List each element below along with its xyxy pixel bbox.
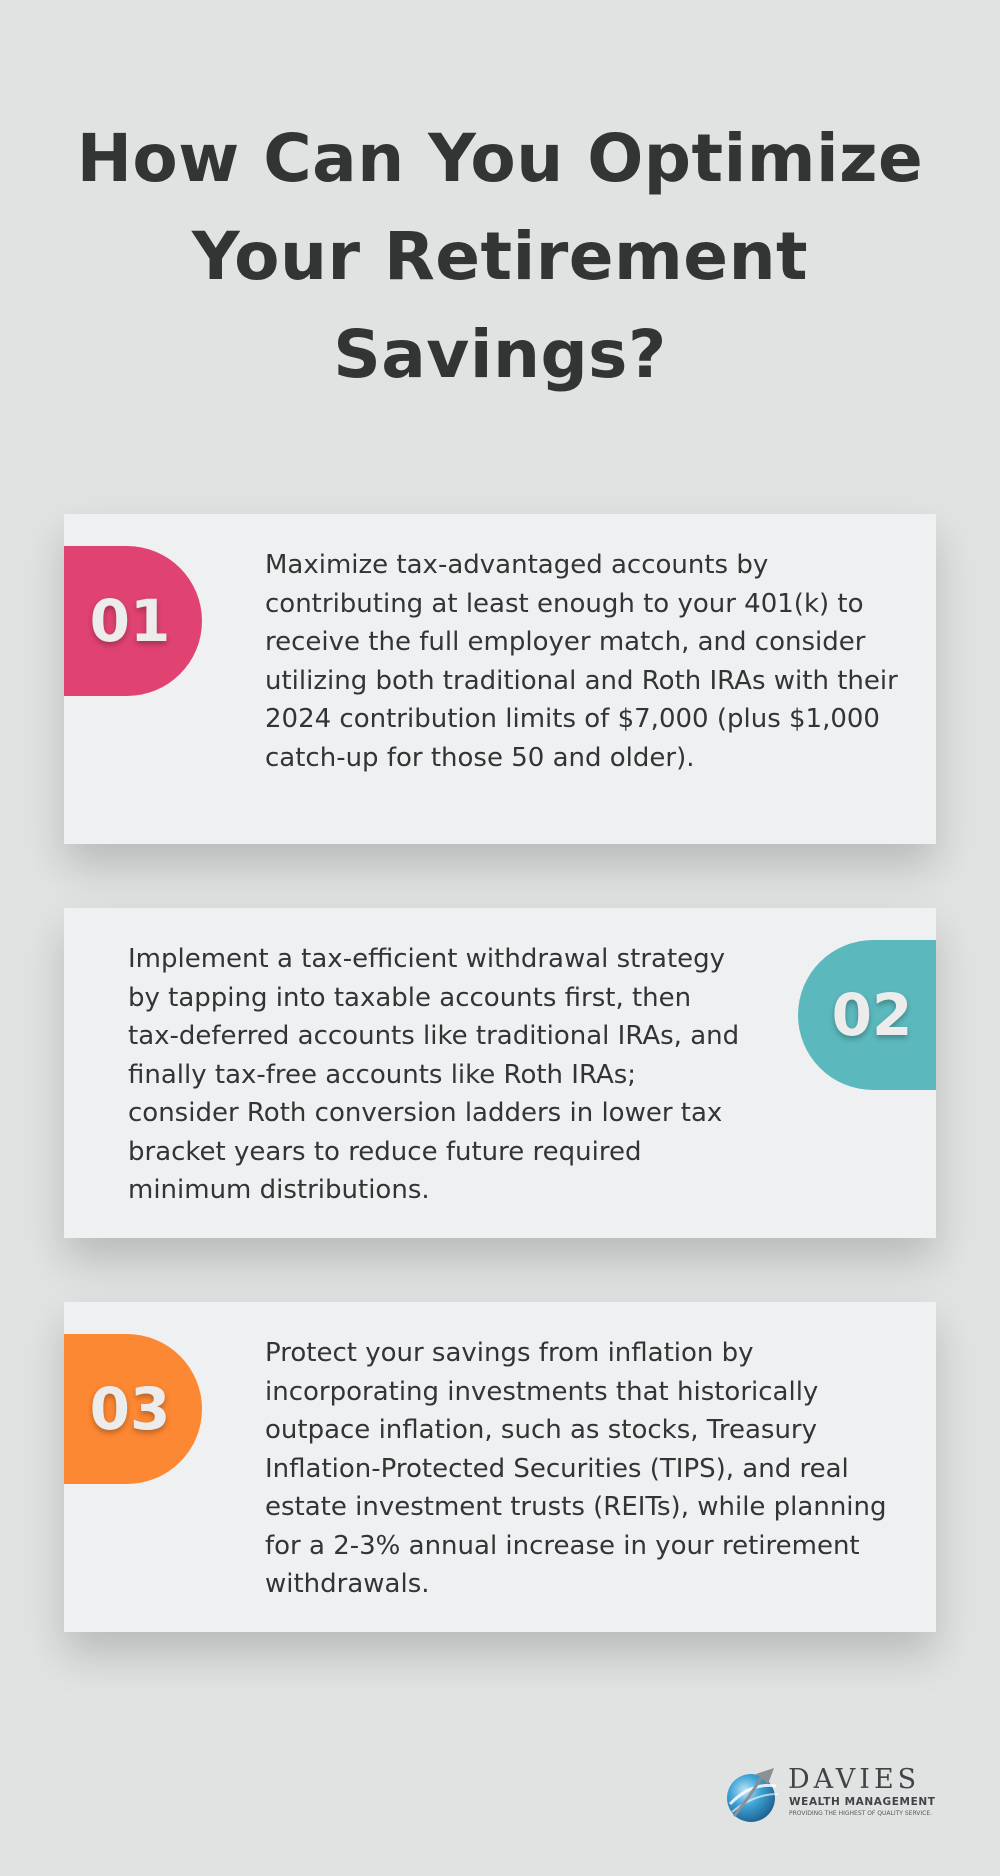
title-line-2: Your Retirement bbox=[191, 218, 809, 295]
step-card-3 bbox=[64, 1302, 936, 1632]
step-number-badge-1: 01 bbox=[64, 546, 202, 696]
step-text-1: Maximize tax-advantaged accounts by contributing at least enough to your 401(k) to receive the full employer match, and consider utilizing both traditional and Roth IRAs with their 2024 contribution limits of $7,000 (plus $1,000 catch-up for those 50 and older). bbox=[265, 550, 898, 773]
logo-name: DAVIES bbox=[788, 1764, 921, 1795]
step-number-badge-3: 03 bbox=[64, 1334, 202, 1484]
title-line-3: Savings? bbox=[333, 316, 667, 393]
step-text-2: Implement a tax-efficient withdrawal strategy by tapping into taxable accounts first, then tax-deferred accounts like traditional IRAs, and finally tax-free accounts like Roth IRAs; consider Roth conversion ladders in lower tax bracket years to reduce future required minimum distributions. bbox=[128, 944, 740, 1205]
logo-subtitle: WEALTH MANAGEMENT bbox=[789, 1796, 936, 1808]
step-text-3: Protect your savings from inflation by incorporating investments that historically outpace inflation, such as stocks, Treasury Inflation-Protected Securities (TIPS), and real estate investment trusts (REITs), while planning for a 2-3% annual increase in your retirement withdrawals. bbox=[265, 1338, 887, 1599]
title-line-1: How Can You Optimize bbox=[76, 120, 924, 197]
step-number-badge-2: 02 bbox=[798, 940, 936, 1090]
company-logo bbox=[722, 1764, 936, 1826]
globe-logo-icon bbox=[722, 1764, 784, 1826]
logo-tagline: PROVIDING THE HIGHEST OF QUALITY SERVICE. bbox=[789, 1810, 933, 1817]
step-card-2 bbox=[64, 908, 936, 1238]
page-title bbox=[60, 110, 940, 404]
step-card-1 bbox=[64, 514, 936, 844]
